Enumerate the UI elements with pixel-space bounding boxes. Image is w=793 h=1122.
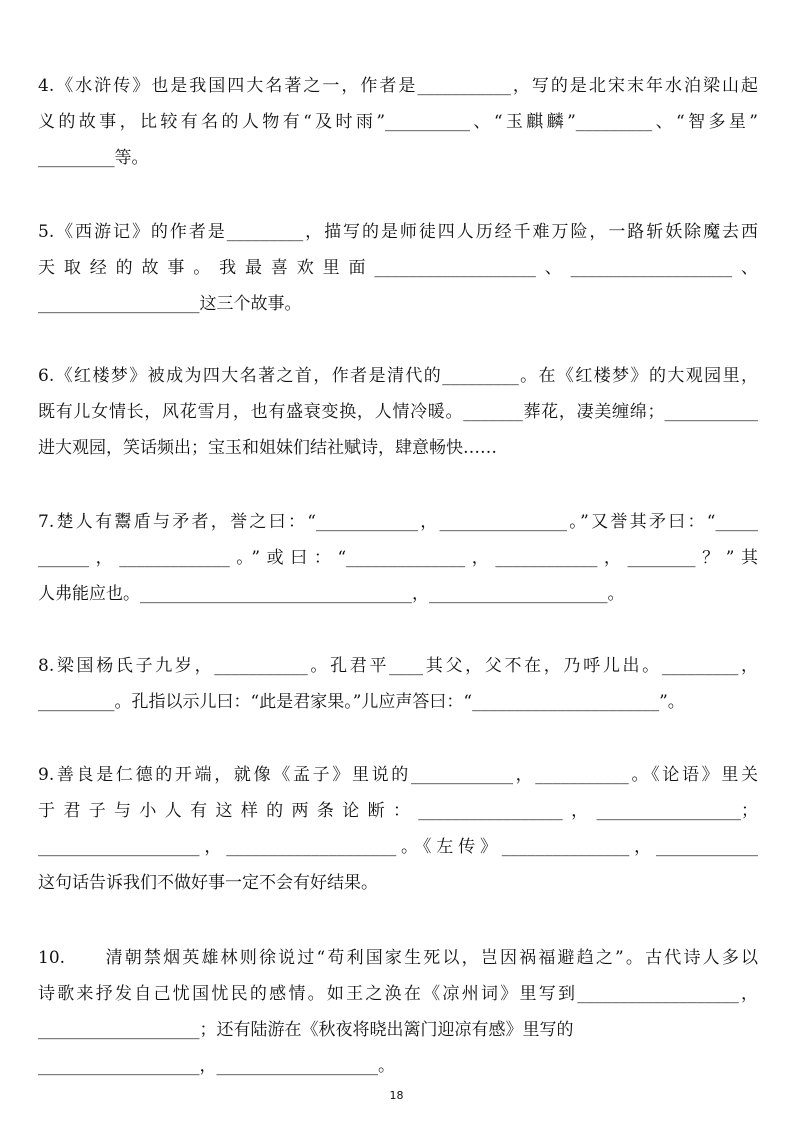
question-8 bbox=[38, 648, 758, 720]
question-5 bbox=[38, 214, 758, 322]
question-10 bbox=[38, 940, 758, 1084]
question-10-line-3: ___________________；还有陆游在《秋夜将晓出篱门迎凉有感》里写的 bbox=[38, 1020, 574, 1040]
question-9-line-3: ___________________，____________________。《左传》_______________，____________ bbox=[38, 837, 758, 857]
question-6-line-2: 既有儿女情长，风花雪月，也有盛衰变换，人情冷暖。_______葬花，凄美缠绵；___________ bbox=[38, 402, 758, 422]
question-6 bbox=[38, 358, 758, 466]
question-5-line-1: 5.《西游记》的作者是_________，描写的是师徒四人历经千难万险，一路斩妖除魔去西 bbox=[38, 222, 758, 242]
question-4-line-3: _________等。 bbox=[38, 148, 149, 168]
question-4-line-2: 义的故事，比较有名的人物有“及时雨”__________、“玉麒麟”_________、“智多星” bbox=[38, 112, 758, 132]
question-6-line-3: 进大观园，笑话频出；宝玉和姐妹们结社赋诗，肆意畅快…… bbox=[38, 438, 497, 458]
question-9-line-4: 这句话告诉我们不做好事一定不会有好结果。 bbox=[38, 873, 378, 893]
question-6-line-1: 6.《红楼梦》被成为四大名著之首，作者是清代的_________。在《红楼梦》的大观园里， bbox=[38, 366, 758, 386]
question-8-line-1: 8.梁国杨氏子九岁，___________。孔君平____其父，父不在，乃呼儿出。_________， bbox=[38, 656, 758, 676]
question-9 bbox=[38, 757, 758, 901]
question-7 bbox=[38, 504, 758, 612]
question-9-line-1: 9.善良是仁德的开端，就像《孟子》里说的____________，___________。《论语》里关 bbox=[38, 765, 758, 785]
question-5-line-3: ___________________这三个故事。 bbox=[38, 294, 302, 314]
question-4 bbox=[38, 68, 758, 176]
question-8-line-2: _________。孔指以示儿曰：“此是君家果。”儿应声答曰：“______________________”。 bbox=[38, 692, 685, 712]
question-7-line-2: ______，_____________。”或曰：“______________，____________，________？”其 bbox=[38, 548, 758, 568]
question-10-line-2: 诗歌来抒发自己忧国忧民的感情。如王之涣在《凉州词》里写到___________________， bbox=[38, 984, 758, 1004]
page-number: 18 bbox=[389, 1089, 404, 1102]
question-10-line-1: 10. 清朝禁烟英雄林则徐说过“苟利国家生死以，岂因祸福避趋之”。古代诗人多以 bbox=[38, 948, 758, 968]
question-7-line-3: 人弗能应也。________________________________，_____________________。 bbox=[38, 584, 625, 604]
question-10-line-4: ___________________，___________________。 bbox=[38, 1056, 395, 1076]
question-7-line-1: 7.楚人有鬻盾与矛者，誉之曰：“____________，_______________。”又誉其矛曰：“_____ bbox=[38, 512, 758, 532]
question-9-line-2: 于君子与小人有这样的两条论断：_________________，_________________； bbox=[38, 801, 758, 821]
question-5-line-2: 天取经的故事。我最喜欢里面___________________、___________________、 bbox=[38, 258, 758, 278]
question-4-line-1: 4.《水浒传》也是我国四大名著之一，作者是___________，写的是北宋末年水泊梁山起 bbox=[38, 76, 758, 96]
